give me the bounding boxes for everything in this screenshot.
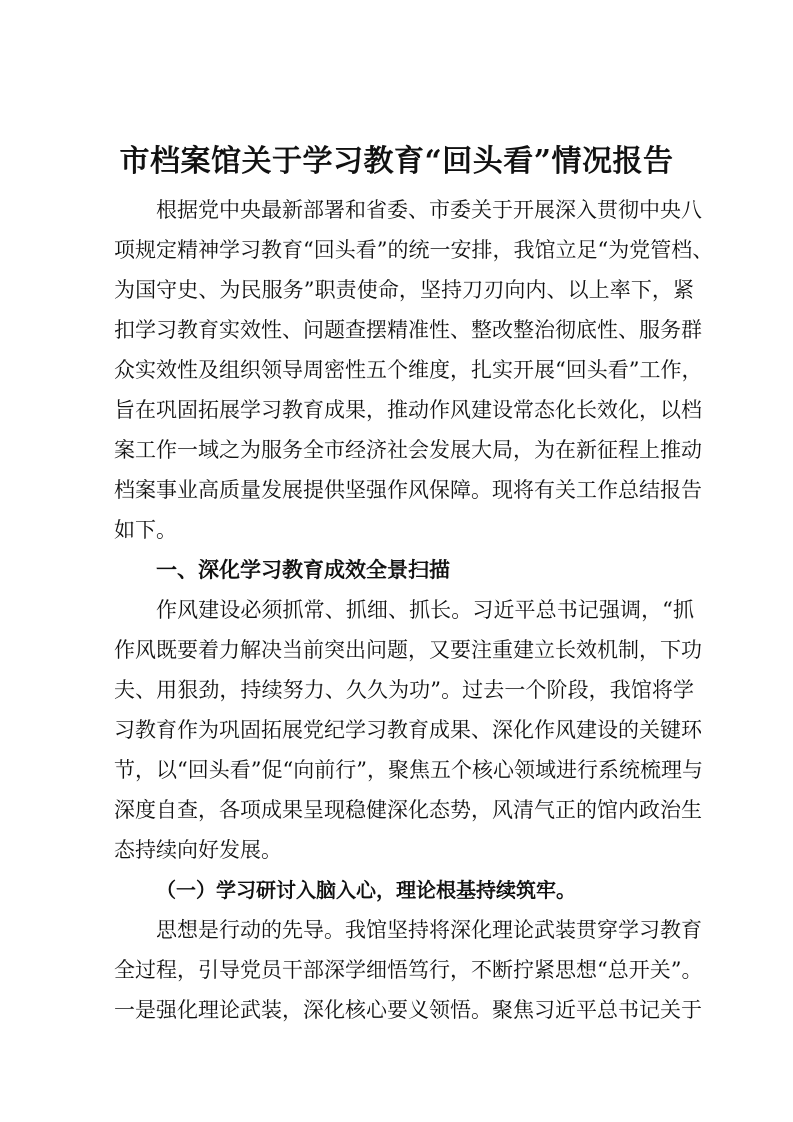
- paragraph-line: 夫、用狠劲，持续努力、久久为功”。过去一个阶段，我馆将学: [114, 678, 694, 702]
- paragraph-line: 一是强化理论武装，深化核心要义领悟。聚焦习近平总书记关于: [114, 998, 702, 1022]
- paragraph-line: 作风既要着力解决当前突出问题，又要注重建立长效机制，下功: [114, 638, 702, 662]
- section-heading: 一、深化学习教育成效全景扫描: [156, 558, 450, 582]
- paragraph-line: 习教育作为巩固拓展党纪学习教育成果、深化作风建设的关键环: [114, 718, 702, 742]
- paragraph-line: 档案事业高质量发展提供坚强作风保障。现将有关工作总结报告: [114, 478, 702, 502]
- paragraph-line: 众实效性及组织领导周密性五个维度，扎实开展“回头看”工作，: [114, 358, 703, 382]
- paragraph-line: 全过程，引导党员干部深学细悟笃行，不断拧紧思想“总开关”。: [114, 958, 703, 982]
- document-title: 市档案馆关于学习教育“回头看”情况报告: [119, 144, 674, 179]
- paragraph-line: 根据党中央最新部署和省委、市委关于开展深入贯彻中央八: [156, 198, 702, 222]
- paragraph-line: 为国守史、为民服务”职责使命，坚持刀刃向内、以上率下，紧: [114, 278, 694, 302]
- paragraph-line: 思想是行动的先导。我馆坚持将深化理论武装贯穿学习教育: [156, 918, 702, 942]
- paragraph-line: 作风建设必须抓常、抓细、抓长。习近平总书记强调，“抓: [156, 598, 694, 622]
- subsection-heading: （一）学习研讨入脑入心，理论根基持续筑牢。: [156, 878, 576, 902]
- paragraph-line: 深度自查，各项成果呈现稳健深化态势，风清气正的馆内政治生: [114, 798, 702, 822]
- paragraph-line: 节，以“回头看”促“向前行”，聚焦五个核心领域进行系统梳理与: [114, 758, 703, 782]
- paragraph-line: 如下。: [114, 518, 177, 542]
- paragraph-line: 扣学习教育实效性、问题查摆精准性、整改整治彻底性、服务群: [114, 318, 702, 342]
- paragraph-line: 案工作一域之为服务全市经济社会发展大局，为在新征程上推动: [114, 438, 702, 462]
- paragraph-line: 项规定精神学习教育“回头看”的统一安排，我馆立足“为党管档、: [114, 238, 714, 262]
- paragraph-line: 态持续向好发展。: [114, 838, 282, 862]
- paragraph-line: 旨在巩固拓展学习教育成果，推动作风建设常态化长效化，以档: [114, 398, 702, 422]
